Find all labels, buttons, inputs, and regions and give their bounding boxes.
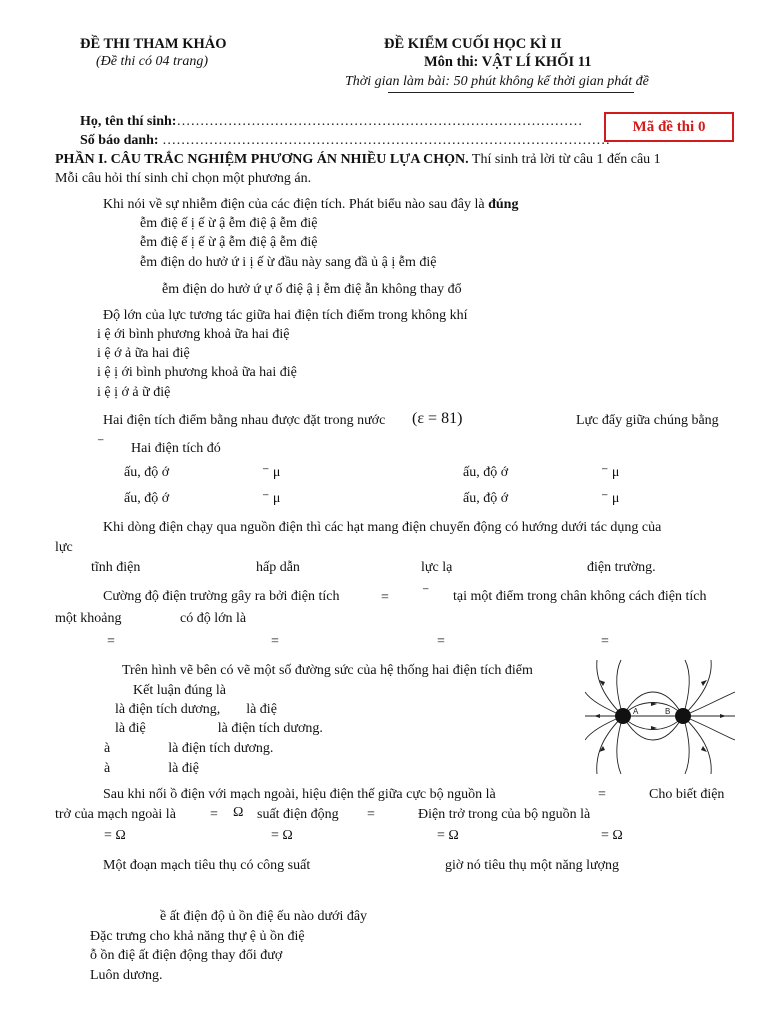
q7-equals: = bbox=[598, 787, 606, 802]
q9-option-b[interactable]: ỗ ồn điệ ất điện động thay đổi đượ bbox=[90, 948, 283, 963]
q3-force: Lực đẩy giữa chúng bằng bbox=[576, 413, 719, 428]
page-count-note: (Đề thi có 04 trang) bbox=[96, 54, 208, 69]
section-title: PHẦN I. CÂU TRẮC NGHIỆM PHƯƠNG ÁN NHIỀU LỰA CHỌN. bbox=[55, 152, 469, 167]
exam-code-box: Mã đề thi 0 bbox=[604, 112, 734, 142]
q1-option-c[interactable]: ễm điện do hưở ứ i ị ế ừ đầu này sang đầ ủ ậ ị ễm điệ bbox=[140, 255, 437, 270]
label-a: A bbox=[633, 707, 639, 716]
q3-option-a[interactable]: ấu, độ ớ bbox=[124, 465, 170, 480]
q4-option-b[interactable]: hấp dẫn bbox=[256, 560, 300, 575]
q2-option-d[interactable]: i ệ ị ớ ả ữ điệ bbox=[97, 385, 171, 400]
q5-option-c[interactable]: = bbox=[437, 634, 445, 649]
q9-option-a[interactable]: Đặc trưng cho khả năng thự ệ ủ ồn điệ bbox=[90, 929, 305, 944]
q7-equals-2: = bbox=[210, 807, 218, 822]
q3-stem: Hai điện tích điểm bằng nhau được đặt trong nước bbox=[103, 413, 386, 428]
section-instruction-2: Mỗi câu hỏi thí sinh chỉ chọn một phương án. bbox=[55, 171, 312, 186]
q8-stem: Một đoạn mạch tiêu thụ có công suất bbox=[103, 858, 311, 873]
q7-stem: Sau khi nối ồ điện với mạch ngoài, hiệu điện thế giữa cực bộ nguồn là bbox=[103, 787, 496, 802]
charge-a bbox=[615, 708, 631, 724]
q9-stem: ề ất điện độ ủ ồn điệ ếu nào dưới đây bbox=[160, 909, 368, 924]
time-limit: Thời gian làm bài: 50 phút không kể thời gian phát đề bbox=[345, 74, 649, 89]
q6-option-c[interactable]: à là điện tích dương. bbox=[104, 741, 274, 756]
q5-tail: tại một điểm trong chân không cách điện tích bbox=[453, 589, 707, 604]
field-lines-figure bbox=[585, 658, 735, 776]
q4-option-c[interactable]: lực lạ bbox=[421, 560, 453, 575]
q4-option-d[interactable]: điện trường. bbox=[587, 560, 656, 575]
q7-option-c[interactable]: = Ω bbox=[437, 828, 459, 843]
q2-option-a[interactable]: i ệ ới bình phương khoả ữa hai điệ bbox=[97, 327, 290, 342]
q4-option-a[interactable]: tĩnh điện bbox=[91, 560, 141, 575]
q1-option-a[interactable]: ễm điệ ế ị ế ừ ậ ễm điệ ậ ễm điệ bbox=[140, 216, 318, 231]
q3-tail: Hai điện tích đó bbox=[131, 441, 221, 456]
q7-option-d[interactable]: = Ω bbox=[601, 828, 623, 843]
q2-option-c[interactable]: i ệ ị ới bình phương khoả ữa hai điệ bbox=[97, 365, 297, 380]
q8-tail: giờ nó tiêu thụ một năng lượng bbox=[445, 858, 620, 873]
exam-title: ĐỀ KIỂM CUỐI HỌC KÌ II bbox=[384, 36, 562, 52]
q3-option-b[interactable]: ấu, độ ớ bbox=[463, 465, 509, 480]
name-label: Họ, tên thí sinh: bbox=[80, 114, 177, 129]
q7-ohm: Ω bbox=[233, 805, 244, 820]
q5-stem-2: một khoảng bbox=[55, 611, 122, 626]
q3-option-c-unit: ⁻ μ bbox=[262, 491, 281, 506]
q5-minus: ⁻ bbox=[422, 585, 430, 600]
q4-stem-2: lực bbox=[55, 540, 73, 555]
section-instruction: Thí sinh trả lời từ câu 1 đến câu 1 bbox=[468, 152, 661, 167]
q9-option-c[interactable]: Luôn dương. bbox=[90, 968, 163, 983]
q7-option-a[interactable]: = Ω bbox=[104, 828, 126, 843]
q5-tail-2: có độ lớn là bbox=[180, 611, 247, 626]
q5-option-d[interactable]: = bbox=[601, 634, 609, 649]
q6-option-d[interactable]: à là điệ bbox=[104, 761, 199, 776]
q7-emf: suất điện động bbox=[257, 807, 339, 822]
section-heading bbox=[55, 152, 661, 168]
q5-equals: = bbox=[381, 590, 389, 605]
name-row bbox=[80, 114, 582, 130]
q1-option-d[interactable]: ễm điện do hưở ứ ự ố điệ ậ ị ễm điệ ẫn không thay đổ bbox=[162, 282, 462, 297]
q3-option-d-unit: ⁻ μ bbox=[601, 491, 620, 506]
subject: Môn thi: VẬT LÍ KHỐI 11 bbox=[424, 54, 592, 70]
charge-b bbox=[675, 708, 691, 724]
q3-minus: ⁻ bbox=[97, 436, 105, 451]
q4-stem: Khi dòng điện chạy qua nguồn điện thì các hạt mang điện chuyển động có hướng dưới tác dụng của bbox=[103, 520, 662, 535]
q7-internal: Điện trở trong của bộ nguồn là bbox=[418, 807, 591, 822]
q5-stem: Cường độ điện trường gây ra bởi điện tích bbox=[103, 589, 340, 604]
name-dots[interactable]: …………………………………………………………………………… bbox=[176, 114, 583, 129]
id-label: Số báo danh: bbox=[80, 133, 159, 148]
q7-option-b[interactable]: = Ω bbox=[271, 828, 293, 843]
q6-option-b[interactable]: là điệ là điện tích dương. bbox=[115, 721, 323, 736]
q5-option-a[interactable]: = bbox=[107, 634, 115, 649]
q3-permittivity: (ε = 81) bbox=[412, 410, 463, 427]
q1-stem: Khi nói về sự nhiễm điện của các điện tích. Phát biểu nào sau đây là đúng bbox=[103, 197, 519, 212]
q6-conclusion: Kết luận đúng là bbox=[133, 683, 226, 698]
q3-option-b-unit: ⁻ μ bbox=[601, 465, 620, 480]
q6-stem: Trên hình vẽ bên có vẽ một số đường sức của hệ thống hai điện tích điểm bbox=[122, 663, 533, 678]
q1-option-b[interactable]: ễm điệ ế ị ế ừ ậ ễm điệ ậ ễm điệ bbox=[140, 235, 318, 250]
q2-option-b[interactable]: i ệ ớ ả ữa hai điệ bbox=[97, 346, 190, 361]
header-underline bbox=[388, 92, 634, 93]
q3-option-a-unit: ⁻ μ bbox=[262, 465, 281, 480]
q6-option-a[interactable]: là điện tích dương, là điệ bbox=[115, 702, 277, 717]
q7-stem-2: trở của mạch ngoài là bbox=[55, 807, 176, 822]
id-dots[interactable]: …………………………………………………………………………………… bbox=[162, 133, 611, 148]
id-row bbox=[80, 133, 610, 149]
label-b: B bbox=[665, 707, 671, 716]
q3-option-d[interactable]: ấu, độ ớ bbox=[463, 491, 509, 506]
q7-equals-3: = bbox=[367, 807, 375, 822]
q3-option-c[interactable]: ấu, độ ớ bbox=[124, 491, 170, 506]
q2-stem: Độ lớn của lực tương tác giữa hai điện tích điểm trong không khí bbox=[103, 308, 468, 323]
q7-tail: Cho biết điện bbox=[649, 787, 725, 802]
left-title: ĐỀ THI THAM KHẢO bbox=[80, 36, 227, 52]
q5-option-b[interactable]: = bbox=[271, 634, 279, 649]
